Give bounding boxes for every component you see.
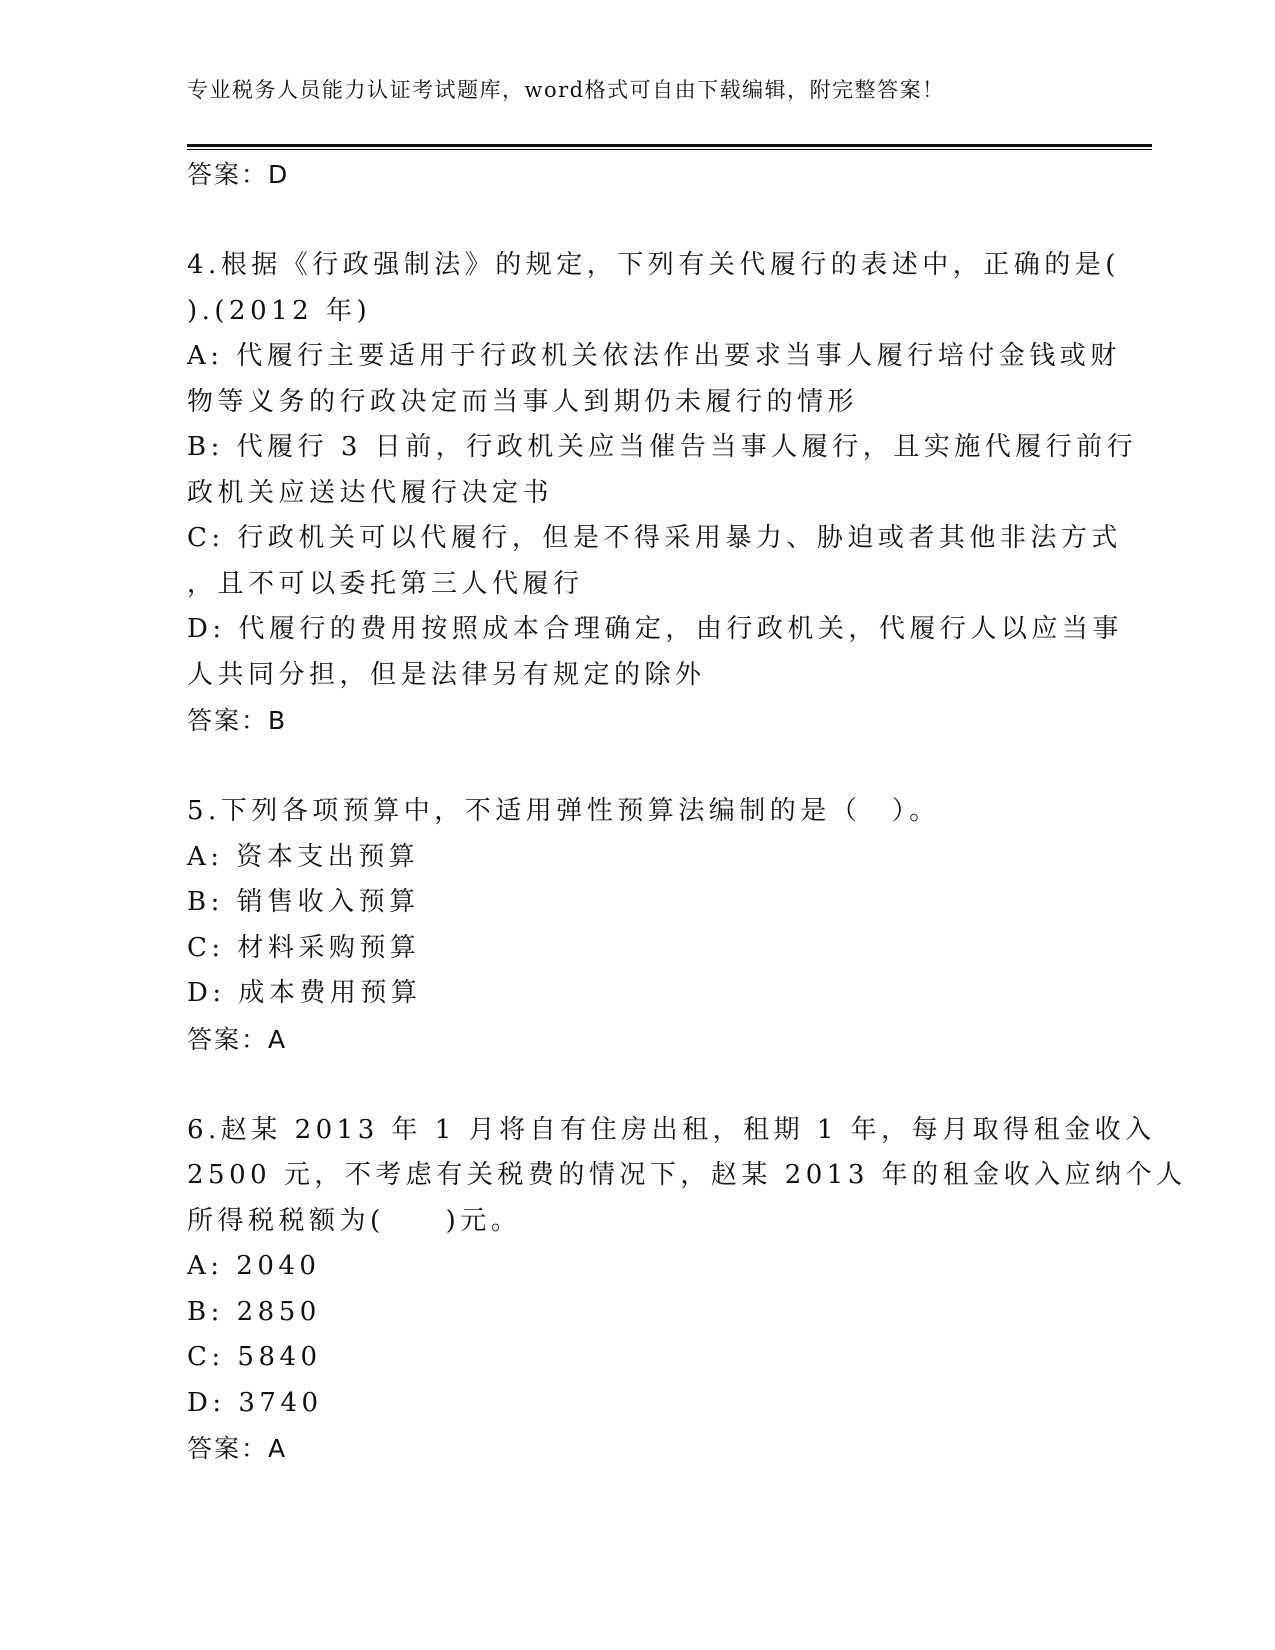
answer-line: 答案：A bbox=[187, 1434, 288, 1463]
answer-previous: 答案：D bbox=[187, 160, 290, 189]
question-stem-line: 所得税税额为( )元。 bbox=[187, 1205, 522, 1236]
question-stem-line: 6.赵某 2013 年 1 月将自有住房出租，租期 1 年，每月取得租金收入 bbox=[187, 1114, 1156, 1145]
option-d-line: D: 代履行的费用按照成本合理确定，由行政机关，代履行人以应当事 bbox=[187, 614, 1123, 644]
option-a-line: A: 代履行主要适用于行政机关依法作出要求当事人履行培付金钱或财 bbox=[187, 341, 1121, 371]
spacer bbox=[187, 744, 1077, 790]
option-b-line: B: 2850 bbox=[187, 1296, 321, 1327]
question-4 bbox=[187, 243, 1138, 744]
question-6 bbox=[187, 1108, 1187, 1472]
question-5 bbox=[187, 789, 1077, 1062]
option-c-line: C: 材料采购预算 bbox=[187, 932, 421, 963]
option-b-line: 政机关应送达代履行决定书 bbox=[187, 477, 554, 508]
option-c-line: C: 行政机关可以代履行，但是不得采用暴力、胁迫或者其他非法方式 bbox=[187, 523, 1122, 553]
document-body bbox=[187, 152, 1187, 1472]
option-b-line: B: 销售收入预算 bbox=[187, 887, 420, 917]
spacer bbox=[187, 1062, 1077, 1108]
header-rule-thin bbox=[187, 149, 1152, 150]
option-b-line: B: 代履行 3 日前，行政机关应当催告当事人履行，且实施代履行前行 bbox=[187, 432, 1138, 462]
page-header: 专业税务人员能力认证考试题库，word格式可自由下载编辑，附完整答案！ bbox=[187, 78, 945, 102]
question-stem-line: ).(2012 年) bbox=[187, 295, 372, 326]
option-d-line: D: 成本费用预算 bbox=[187, 978, 422, 1008]
option-a-line: A: 资本支出预算 bbox=[187, 841, 420, 872]
option-d-line: D: 3740 bbox=[187, 1387, 323, 1418]
option-c-line: ，且不可以委托第三人代履行 bbox=[187, 568, 584, 599]
option-a-line: 物等义务的行政决定而当事人到期仍未履行的情形 bbox=[187, 386, 859, 417]
option-a-line: A: 2040 bbox=[187, 1251, 321, 1281]
question-stem-line: 2500 元，不考虑有关税费的情况下，赵某 2013 年的租金收入应纳个人 bbox=[187, 1160, 1187, 1190]
question-stem-line: 4.根据《行政强制法》的规定，下列有关代履行的表述中，正确的是( bbox=[187, 250, 1120, 280]
header-rule-thick bbox=[187, 144, 1152, 147]
answer-line: 答案：A bbox=[187, 1024, 288, 1054]
answer-line: 答案：B bbox=[187, 706, 288, 735]
question-stem-line: 5.下列各项预算中，不适用弹性预算法编制的是（ ）。 bbox=[187, 796, 940, 826]
option-d-line: 人共同分担，但是法律另有规定的除外 bbox=[187, 659, 706, 690]
option-c-line: C: 5840 bbox=[187, 1342, 322, 1372]
spacer bbox=[187, 198, 1077, 244]
